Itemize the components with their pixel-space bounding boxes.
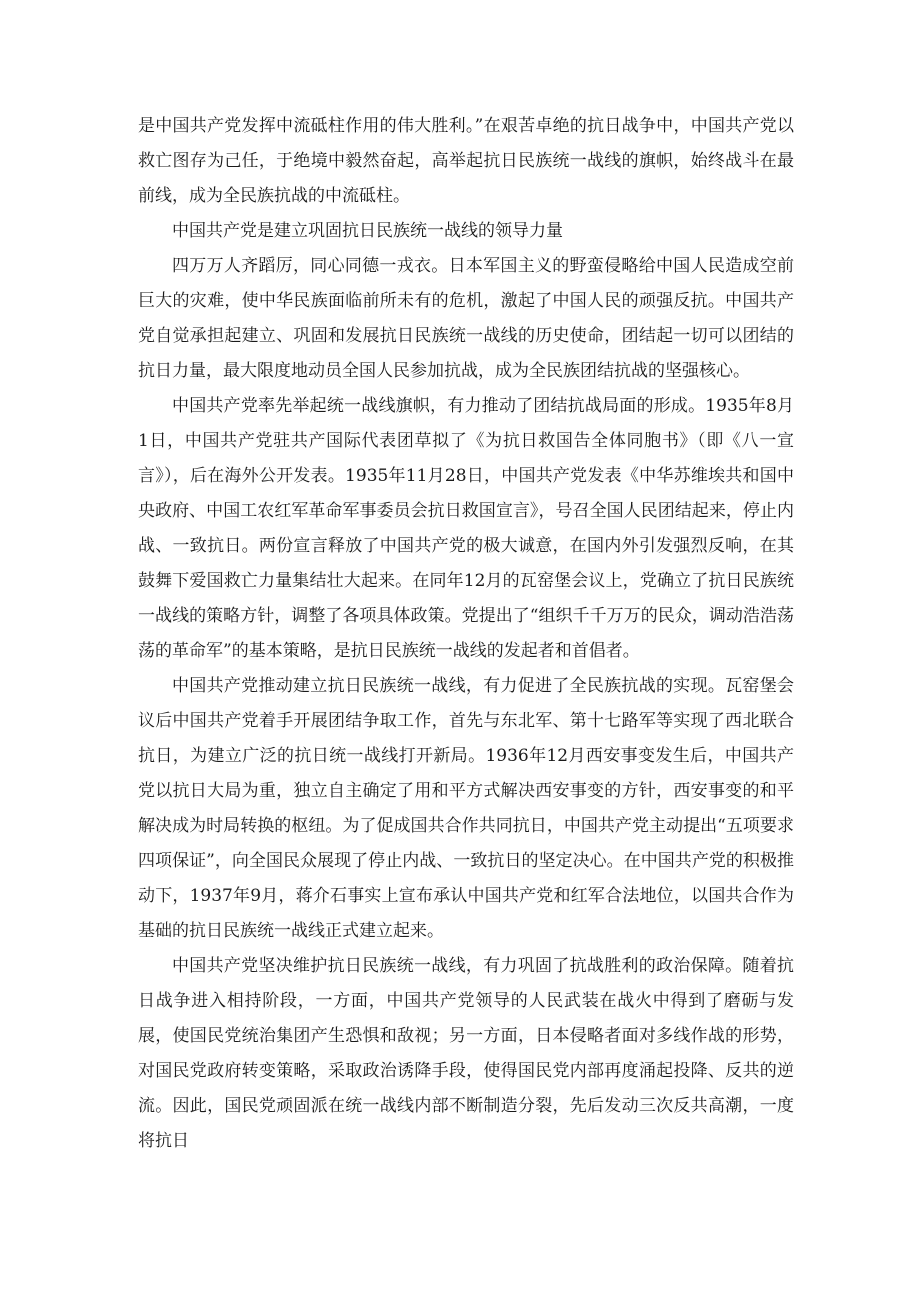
paragraph-2: 四万万人齐蹈厉，同心同德一戎衣。日本军国主义的野蛮侵略给中国人民造成空前巨大的灾难，使中华民族面临前所未有的危机，激起了中国人民的顽强反抗。中国共产党自觉承担起建立、巩固和发展抗日民族统一战线的历史使命，团结起一切可以团结的抗日力量，最大限度地动员全国人民参加抗战，成为全民族团结抗战的坚强核心。 (138, 256, 794, 381)
paragraph-3: 中国共产党率先举起统一战线旗帜，有力推动了团结抗战局面的形成。1935年8月1日，中国共产党驻共产国际代表团草拟了《为抗日救国告全体同胞书》（即《八一宣言》），后在海外公开发表。1935年11月28日，中国共产党发表《中华苏维埃共和国中央政府、中国工农红军革命军事委员会抗日救国宣言》，号召全国人民团结起来，停止内战、一致抗日。两份宣言释放了中国共产党的极大诚意，在国内外引发强烈反响，在其鼓舞下爱国救亡力量集结壮大起来。在同年12月的瓦窑堡会议上，党确立了抗日民族统一战线的策略方针，调整了各项具体政策。党提出了“组织千千万万的民众，调动浩浩荡荡的革命军”的基本策略，是抗日民族统一战线的发起者和首倡者。 (138, 396, 794, 661)
paragraph-5: 中国共产党坚决维护抗日民族统一战线，有力巩固了抗战胜利的政治保障。随着抗日战争进入相持阶段，一方面，中国共产党领导的人民武装在战火中得到了磨砺与发展，使国民党统治集团产生恐惧和敌视；另一方面，日本侵略者面对多线作战的形势，对国民党政府转变策略，采取政治诱降手段，使得国民党内部再度涌起投降、反共的逆流。因此，国民党顽固派在统一战线内部不断制造分裂，先后发动三次反共高潮，一度将抗日 (138, 956, 794, 1151)
document-page (138, 109, 794, 1159)
paragraph-1: 是中国共产党发挥中流砥柱作用的伟大胜利。”在艰苦卓绝的抗日战争中，中国共产党以救亡图存为己任，于绝境中毅然奋起，高举起抗日民族统一战线的旗帜，始终战斗在最前线，成为全民族抗战的中流砥柱。 (138, 116, 794, 206)
section-heading: 中国共产党是建立巩固抗日民族统一战线的领导力量 (172, 221, 563, 241)
paragraph-4: 中国共产党推动建立抗日民族统一战线，有力促进了全民族抗战的实现。瓦窑堡会议后中国共产党着手开展团结争取工作，首先与东北军、第十七路军等实现了西北联合抗日，为建立广泛的抗日统一战线打开新局。1936年12月西安事变发生后，中国共产党以抗日大局为重，独立自主确定了用和平方式解决西安事变的方针，西安事变的和平解决成为时局转换的枢纽。为了促成国共合作共同抗日，中国共产党主动提出“五项要求四项保证”，向全国民众展现了停止内战、一致抗日的坚定决心。在中国共产党的积极推动下，1937年9月，蒋介石事实上宣布承认中国共产党和红军合法地位，以国共合作为基础的抗日民族统一战线正式建立起来。 (138, 676, 794, 941)
